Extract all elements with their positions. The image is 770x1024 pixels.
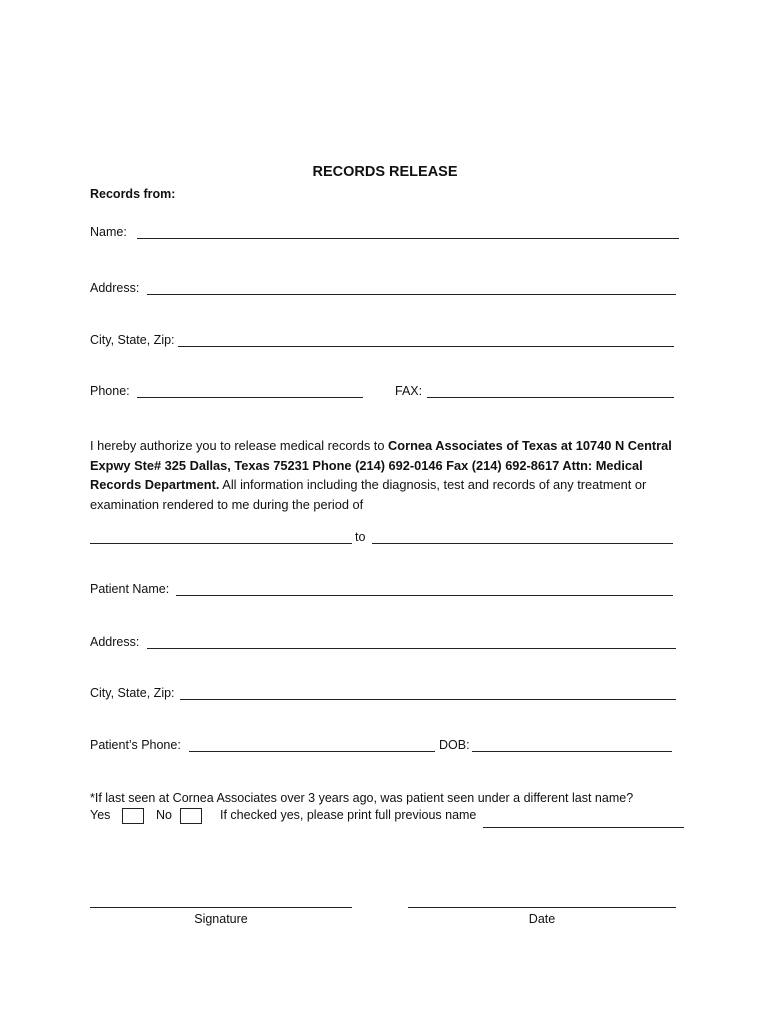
- yes-label: Yes: [90, 808, 111, 822]
- patient-name-field[interactable]: [176, 595, 673, 596]
- patient-phone-label: Patient’s Phone:: [90, 738, 181, 752]
- signature-label: Signature: [194, 912, 248, 926]
- city-state-zip-field[interactable]: [178, 346, 674, 347]
- phone-field[interactable]: [137, 397, 363, 398]
- patient-city-state-zip-label: City, State, Zip:: [90, 686, 175, 700]
- patient-address-label: Address:: [90, 635, 140, 649]
- name-label: Name:: [90, 225, 127, 239]
- previous-name-field[interactable]: [483, 827, 684, 828]
- address-label: Address:: [90, 281, 140, 295]
- records-from-heading: Records from:: [90, 187, 176, 201]
- phone-label: Phone:: [90, 384, 130, 398]
- date-field[interactable]: [408, 907, 676, 908]
- period-start-field[interactable]: [90, 543, 352, 544]
- period-to-label: to: [355, 530, 366, 544]
- fax-field[interactable]: [427, 397, 674, 398]
- no-label: No: [156, 808, 172, 822]
- no-checkbox[interactable]: [180, 808, 202, 824]
- form-title: RECORDS RELEASE: [312, 164, 458, 180]
- previous-name-label: If checked yes, please print full previous name: [220, 808, 477, 822]
- authorization-tail: All information including the diagnosis, test and records of any treatment or examination rendered to me during the period of: [90, 477, 647, 512]
- date-label: Date: [528, 912, 556, 926]
- address-field[interactable]: [147, 294, 676, 295]
- dob-field[interactable]: [472, 751, 672, 752]
- previous-name-question: *If last seen at Cornea Associates over 3 years ago, was patient seen under a different last name?: [90, 791, 634, 805]
- patient-address-field[interactable]: [147, 648, 676, 649]
- fax-label: FAX:: [395, 384, 423, 398]
- patient-phone-field[interactable]: [189, 751, 435, 752]
- name-field[interactable]: [137, 238, 679, 239]
- period-end-field[interactable]: [372, 543, 673, 544]
- patient-city-state-zip-field[interactable]: [180, 699, 676, 700]
- yes-checkbox[interactable]: [122, 808, 144, 824]
- signature-field[interactable]: [90, 907, 352, 908]
- authorization-paragraph: [90, 436, 690, 514]
- city-state-zip-label: City, State, Zip:: [90, 333, 175, 347]
- dob-label: DOB:: [439, 738, 470, 752]
- authorization-lead: I hereby authorize you to release medical records to: [90, 438, 389, 453]
- patient-name-label: Patient Name:: [90, 582, 170, 596]
- authorization-recipient: Cornea Associates of Texas at 10740 N Central Expwy Ste# 325 Dallas, Texas 75231 Phone (214) 692-0146 Fax (214) 692-8617 Attn: Medical Records Department.: [90, 438, 672, 492]
